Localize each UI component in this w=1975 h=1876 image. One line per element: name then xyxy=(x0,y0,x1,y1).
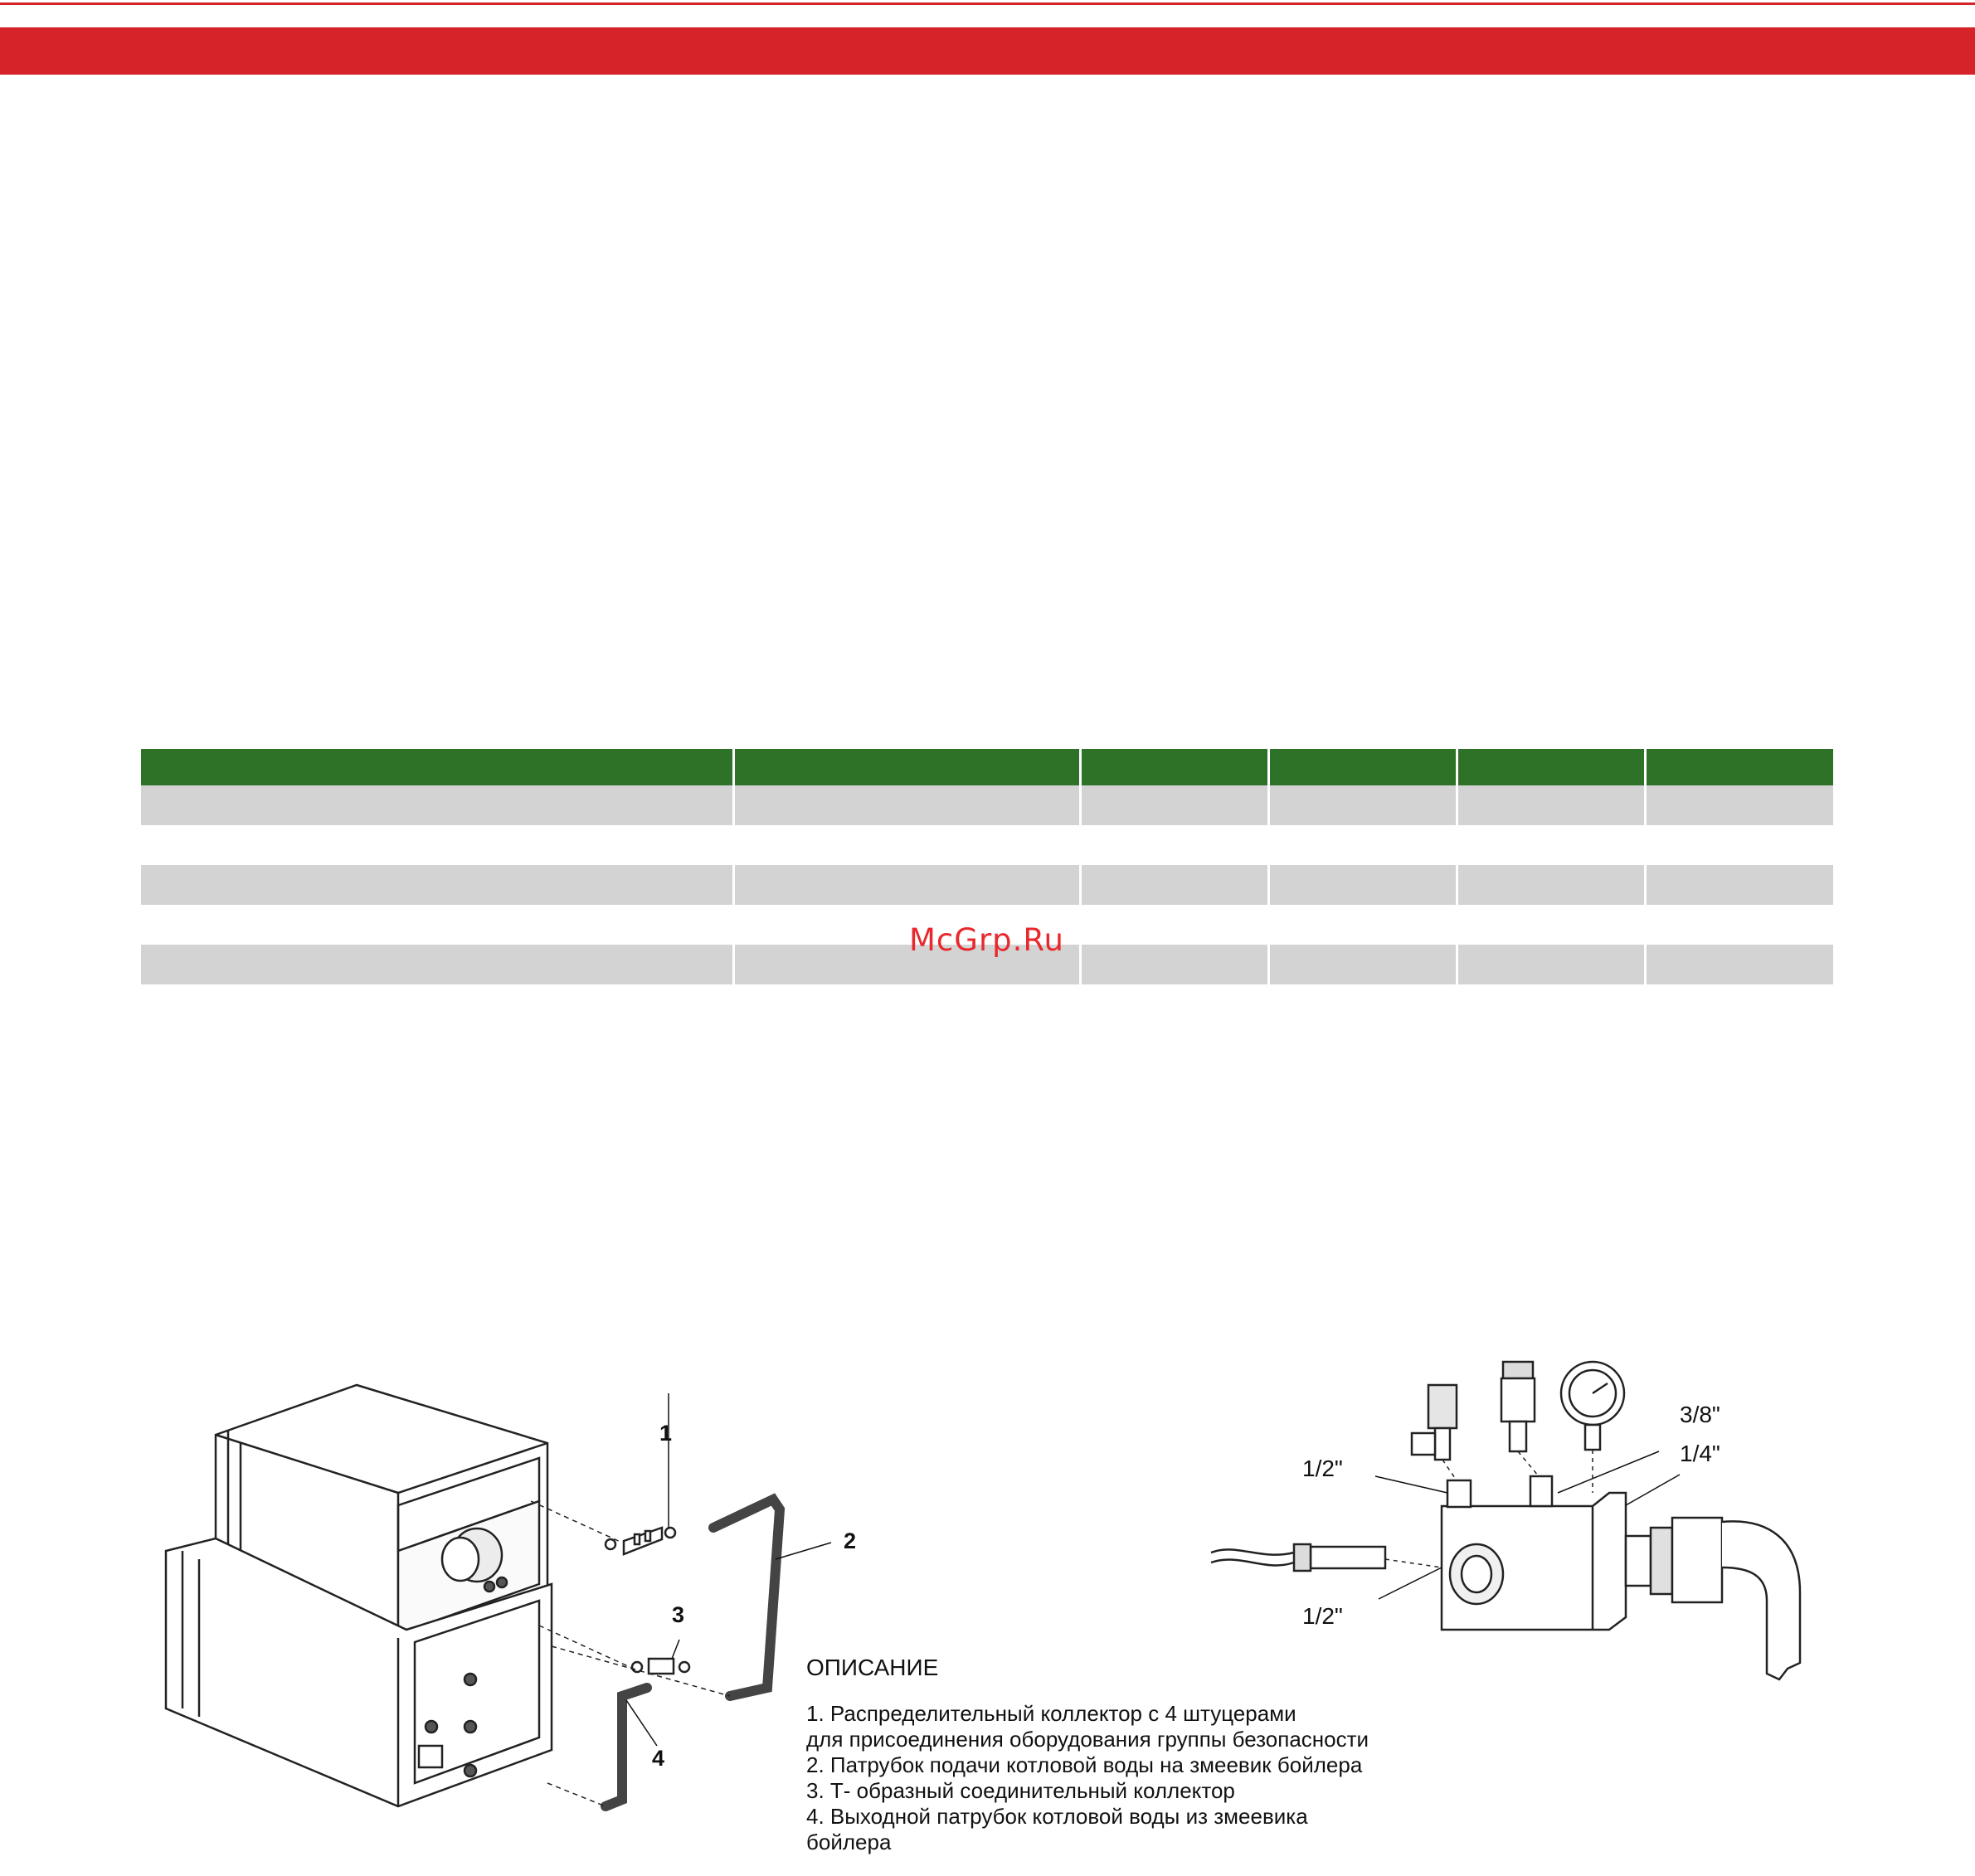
table-row xyxy=(141,865,1833,905)
collector-1 xyxy=(606,1528,675,1554)
return-pipe-4 xyxy=(606,1688,647,1806)
legend-item: 1. Распределительный коллектор с 4 штуцерами xyxy=(806,1701,1296,1726)
callout-4: 4 xyxy=(652,1746,665,1771)
table-row xyxy=(141,785,1833,825)
manifold-body xyxy=(1442,1476,1626,1630)
legend xyxy=(806,1655,1437,1855)
air-vent xyxy=(1501,1362,1535,1451)
callout-2: 2 xyxy=(844,1529,857,1553)
dimension-label-3-8: 3/8" xyxy=(1680,1402,1720,1427)
pressure-gauge xyxy=(1561,1362,1624,1450)
legend-list xyxy=(806,1701,1437,1855)
legend-item: 2. Патрубок подачи котловой воды на змеевик бойлера xyxy=(806,1752,1363,1777)
watermark: McGrp.Ru xyxy=(909,922,1064,958)
safety-manifold-diagram xyxy=(1194,1344,1841,1692)
supply-pipe-2 xyxy=(713,1499,780,1696)
callout-3: 3 xyxy=(672,1602,685,1627)
sensor-probe xyxy=(1211,1544,1385,1571)
legend-title: ОПИСАНИЕ xyxy=(806,1655,939,1680)
boiler-assembly-diagram xyxy=(149,1352,912,1866)
legend-item: 4. Выходной патрубок котловой воды из змеевика xyxy=(806,1804,1308,1829)
dimension-label-1-4: 1/4" xyxy=(1680,1441,1720,1466)
header-band xyxy=(0,27,1975,75)
table-header-row xyxy=(141,749,1833,785)
legend-item: для присоединения оборудования группы безопасности xyxy=(806,1727,1369,1752)
legend-item: 3. Т- образный соединительный коллектор xyxy=(806,1778,1235,1803)
top-rule xyxy=(0,2,1975,5)
table-row xyxy=(141,825,1833,865)
legend-item: бойлера xyxy=(806,1830,892,1854)
callout-1: 1 xyxy=(659,1421,673,1446)
dimension-label-1-2-top: 1/2" xyxy=(1302,1456,1343,1481)
outlet-fitting xyxy=(1626,1518,1800,1679)
dimension-label-1-2-bottom: 1/2" xyxy=(1302,1603,1343,1629)
safety-valve xyxy=(1412,1385,1457,1460)
